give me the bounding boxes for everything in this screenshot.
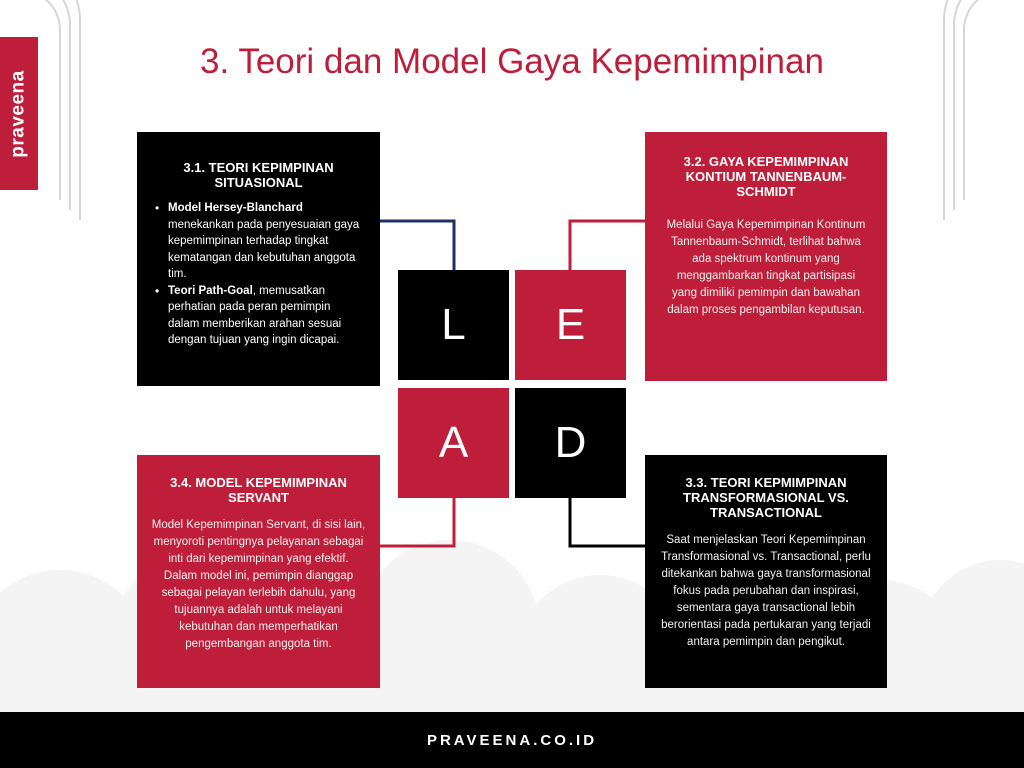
lead-letter-text: L [441, 300, 466, 349]
lead-letter-a [398, 388, 509, 498]
page-title: 3. Teori dan Model Gaya Kepemimpinan [200, 42, 824, 81]
card-body: Saat menjelaskan Teori Kepemimpinan Transformasional vs. Transactional, perlu ditekankan bahwa gaya transformasional fokus pada perubahan dan inspirasi, sementara gaya transactional lebih berorientasi pada pertukaran yang terjadi antara pemimpin dan pengikut. [661, 534, 871, 648]
card-title: 3.2. GAYA KEPEMIMPINAN KONTIUM TANNENBAUM-SCHMIDT [683, 154, 849, 199]
card-teori-kepimpinan-situasional [137, 132, 380, 386]
card-title: 3.3. TEORI KEPMIMPINAN TRANSFORMASIONAL VS. TRANSACTIONAL [683, 475, 849, 520]
connector-3-2 [570, 221, 645, 270]
card-title: 3.1. TEORI KEPIMPINAN SITUASIONAL [183, 160, 334, 190]
list-item [155, 283, 362, 349]
footer-website-link[interactable]: PRAVEENA.CO.ID [426, 731, 598, 749]
list-item-text: menekankan pada penyesuaian gaya kepemimpinan terhadap tingkat kematangan dan kebutuhan anggota tim. [168, 218, 360, 280]
lead-letter-text: D [554, 418, 587, 467]
connector-3-3 [570, 498, 645, 546]
lead-letter-d [515, 388, 626, 498]
lead-letter-l [398, 270, 509, 380]
list-item-bold: Teori Path-Goal [168, 284, 253, 297]
lead-letter-e [515, 270, 626, 380]
card-title: 3.4. MODEL KEPEMIMPINAN SERVANT [170, 475, 347, 505]
connector-3-4 [380, 498, 454, 546]
card-body: Melalui Gaya Kepemimpinan Kontinum Tannenbaum-Schmidt, terlihat bahwa ada spektrum kontinum yang menggambarkan tingkat partisipasi yang dimiliki pemimpin dan bawahan dalam proses pengambilan keputusan. [666, 219, 866, 316]
list-item-text: , memusatkan perhatian pada peran pemimpin dalam memberikan arahan sesuai dengan tujuan yang ingin dicapai. [168, 284, 342, 346]
connector-3-1 [380, 221, 454, 270]
list-item [155, 200, 362, 283]
card-model-kepemimpinan-servant [137, 455, 380, 688]
card-bullet-list [155, 200, 362, 349]
lead-letter-text: E [555, 300, 586, 349]
card-body: Model Kepemimpinan Servant, di sisi lain, menyoroti pentingnya pelayanan sebagai inti dari kepemimpinan yang efektif. Dalam model ini, pemimpin dianggap sebagai pelayan terlebih dahulu, yang tujuannya adalah untuk melayani kebutuhan dan memperhatikan pengembangan anggota tim. [151, 519, 366, 650]
list-item-bold: Model Hersey-Blanchard [168, 202, 303, 214]
brand-logo-text: praveena [8, 69, 30, 158]
card-teori-transformasional-transactional [645, 455, 887, 688]
footer-bar [0, 712, 1024, 768]
lead-letter-text: A [438, 418, 469, 467]
card-gaya-kepemimpinan-kontinum [645, 132, 887, 381]
